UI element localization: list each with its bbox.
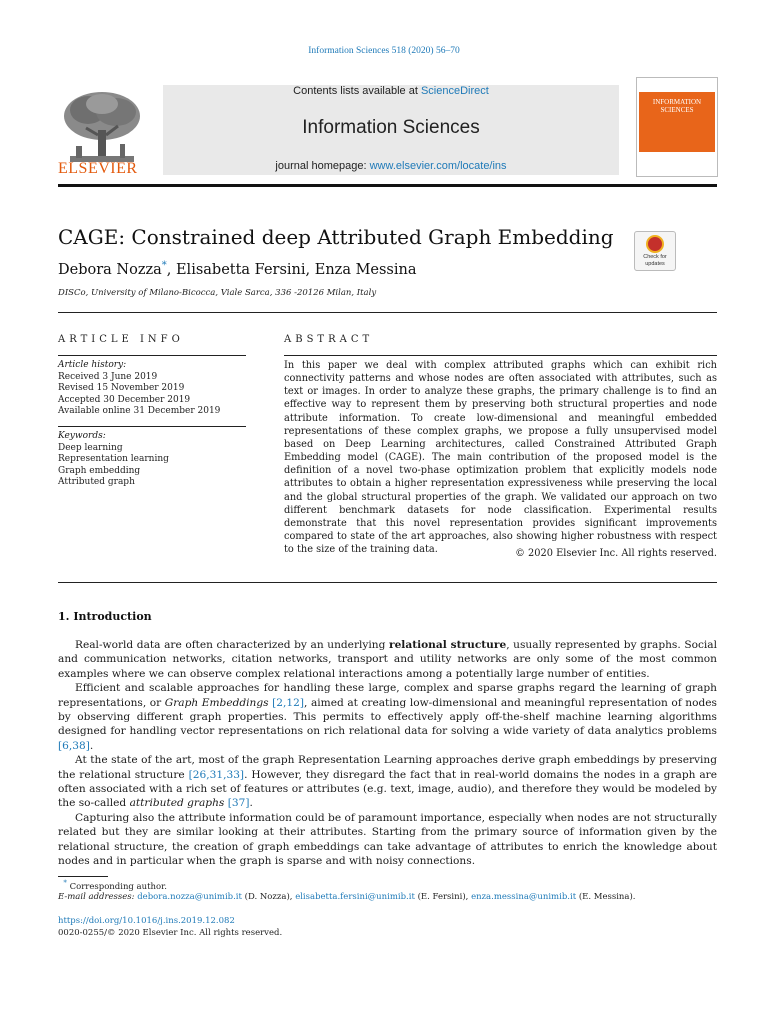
check-for-updates-icon[interactable] (634, 231, 676, 271)
keyword-item: Representation learning (58, 454, 169, 464)
keyword-item: Attributed graph (58, 477, 135, 487)
abstract-caption: ABSTRACT (284, 334, 374, 345)
cover-title: INFORMATION SCIENCES (652, 98, 702, 114)
keywords (58, 431, 246, 489)
author-3: Enza Messina (314, 261, 417, 278)
keyword-item: Graph embedding (58, 465, 141, 476)
affiliation: DISCo, University of Milano-Bicocca, Viale Sarca, 336 -20126 Milan, Italy (58, 288, 377, 298)
article-info-caption: ARTICLE INFO (58, 334, 184, 345)
journal-title: Information Sciences (302, 117, 480, 138)
keywords-rule (58, 426, 246, 427)
section-rule (58, 582, 717, 583)
body-text (58, 638, 717, 869)
journal-reference[interactable]: Information Sciences 518 (2020) 56–70 (308, 46, 460, 56)
copyright: © 2020 Elsevier Inc. All rights reserved. (515, 548, 717, 559)
email-link[interactable]: debora.nozza@unimib.it (137, 892, 242, 902)
homepage-link[interactable]: www.elsevier.com/locate/ins (369, 160, 507, 172)
paper-title: CAGE: Constrained deep Attributed Graph Embedding (58, 225, 614, 249)
sciencedirect-link[interactable]: ScienceDirect (420, 85, 489, 97)
abstract-rule (284, 355, 717, 356)
paragraph: Real-world data are often characterized by an underlying relational structure, usually represented by graphs. Social and communication networks, citation networks, transport and utility networks are only some of the most common examples where we can observe complex relational interactions among a potentially large number of entities. (58, 639, 717, 680)
homepage-line: journal homepage: www.elsevier.com/locate/ins (275, 160, 507, 172)
issn-line: 0020-0255/© 2020 Elsevier Inc. All rights reserved. (58, 928, 283, 938)
citation-link[interactable]: [37] (227, 797, 250, 810)
citation-link[interactable]: [6,38] (58, 739, 90, 752)
article-info-rule (58, 355, 246, 356)
header-rule (58, 184, 717, 187)
citation-link[interactable]: [26,31,33] (188, 768, 245, 781)
history-item: Revised 15 November 2019 (58, 383, 185, 393)
author-2: Elisabetta Fersini (175, 261, 306, 278)
paragraph: Efficient and scalable approaches for handling these large, complex and sparse graphs regard the learning of graph representations, or Graph Embeddings [2,12], aimed at creating low-dimensional and meaningful representation of nodes by observing different graph properties. This permits to effectively apply off-the-shelf machine learning algorithms designed for handling vector representations on rich relational data for solving a wide variety of data analytics problems [6,38]. (58, 682, 717, 752)
doi-link[interactable]: https://doi.org/10.1016/j.ins.2019.12.082 (58, 916, 235, 926)
author-1: Debora Nozza (58, 261, 162, 278)
footnote-emails: E-mail addresses: debora.nozza@unimib.it (D. Nozza), elisabetta.fersini@unimib.it (E. Fersini), enza.messina@unimib.it (E. Messina). (58, 892, 636, 902)
email-link[interactable]: elisabetta.fersini@unimib.it (295, 892, 415, 902)
paragraph: At the state of the art, most of the graph Representation Learning approaches derive graph embeddings by preserving the relational structure [26,31,33]. However, they disregard the fact that in real-world domains the nodes in a graph are often associated with a rich set of features or attributes (e.g. text, image, audio), and therefore they would be modeled by the so-called attributed graphs [37]. (58, 754, 718, 810)
history-label: Article history: (58, 360, 127, 370)
paragraph: Capturing also the attribute information could be of paramount importance, especially when nodes are not structurally related but they are similar looking at their attributes. Starting from the primary source of information given by the relational structure, the creation of graph embeddings can take advantage of attributes to enrich the knowledge about nodes and in particular when the graph is sparse and with noisy connections. (58, 811, 717, 868)
keyword-item: Deep learning (58, 442, 123, 453)
footnote-rule (58, 876, 108, 877)
elsevier-wordmark: ELSEVIER (58, 160, 138, 177)
history-item: Received 3 June 2019 (58, 371, 158, 382)
corresponding-mark[interactable]: * (161, 260, 167, 271)
article-history (58, 360, 246, 418)
journal-cover[interactable] (636, 77, 718, 177)
contents-line: Contents lists available at ScienceDirect (293, 85, 489, 97)
section-heading: 1. Introduction (58, 610, 152, 623)
email-link[interactable]: enza.messina@unimib.it (471, 892, 577, 902)
history-item: Accepted 30 December 2019 (58, 394, 191, 405)
citation-link[interactable]: [2,12] (272, 696, 305, 709)
keywords-label: Keywords: (58, 431, 106, 441)
footnote-corresponding: * Corresponding author. (63, 879, 167, 892)
section-rule (58, 312, 717, 313)
check-updates-label: Check for updates (643, 254, 667, 267)
author-list: Debora Nozza*, Elisabetta Fersini, Enza Messina (58, 260, 417, 278)
history-item: Available online 31 December 2019 (58, 406, 221, 416)
abstract-text: In this paper we deal with complex attributed graphs which can exhibit rich connectivity patterns and whose nodes are often associated with attributes, such as text or images. In order to analyze these graphs, the primary challenge is to find an effective way to represent them by preserving both structural properties and node attribute information. To create low-dimensional and meaningful embedded representations of these complex graphs, we propose a fully unsupervised model based on Deep Learning architectures, called Constrained Attributed Graph Embedding model (CAGE). The main contribution of the proposed model is the definition of a novel two-phase optimization problem that explicitly models node attributes to obtain a higher representation expressiveness while preserving the local and the global structural properties of the graph. We validated our approach on two different benchmark datasets for node classification. Experimental results demonstrate that this novel representation provides significant improvements compared to state of the art approaches, also showing higher robustness with respect to the size of the training data. (284, 360, 717, 556)
